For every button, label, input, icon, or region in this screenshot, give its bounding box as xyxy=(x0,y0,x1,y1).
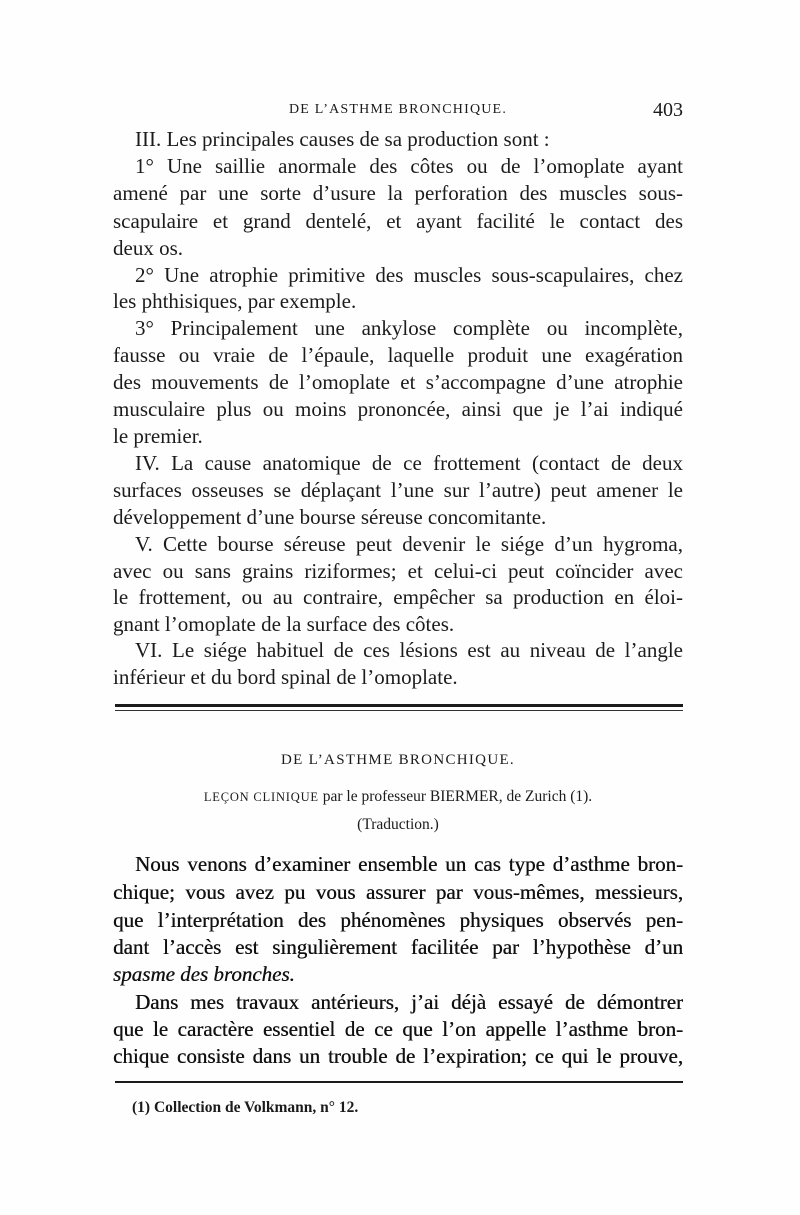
text-line: inférieur et du bord spinal de l’omoplate. xyxy=(113,665,458,689)
text-line: Dans mes travaux antérieurs, j’ai déjà essayé de démontrer xyxy=(135,990,683,1014)
text-line: V. Cette bourse séreuse peut devenir le siége d’un hygroma, xyxy=(135,532,683,556)
text-line: amené par une sorte d’usure la perforation des muscles sous- xyxy=(113,181,683,205)
text-line: 1° Une saillie anormale des côtes ou de l’omoplate ayant xyxy=(135,154,683,178)
text-line: le frottement, ou au contraire, empêcher sa production en éloi- xyxy=(113,585,683,609)
text-line: III. Les principales causes de sa production sont : xyxy=(135,127,550,151)
translation-note: (Traduction.) xyxy=(357,816,439,833)
section-rule-thin xyxy=(115,710,683,711)
text-line: scapulaire et grand dentelé, et ayant facilité le contact des xyxy=(113,209,683,233)
footnote: (1) Collection de Volkmann, n° 12. xyxy=(132,1099,359,1116)
text-line: VI. Le siége habituel de ces lésions est au niveau de l’angle xyxy=(135,638,683,662)
running-head-title: DE L’ASTHME BRONCHIQUE. xyxy=(288,102,508,117)
text-line: chique consiste dans un trouble de l’expiration; ce qui le prouve, xyxy=(113,1044,683,1068)
text-line: deux os. xyxy=(113,236,183,260)
text-line: dant l’accès est singulièrement facilitée par l’hypothèse d’un xyxy=(113,935,683,959)
text-line: avec ou sans grains riziformes; et celui-ci peut coïncider avec xyxy=(113,559,683,583)
text-line: des mouvements de l’omoplate et s’accompagne d’une atrophie xyxy=(113,370,683,394)
text-line: 2° Une atrophie primitive des muscles sous-scapulaires, chez xyxy=(135,263,683,287)
text-line: le premier. xyxy=(113,424,203,448)
text-line: spasme des bronches. xyxy=(113,962,295,986)
subtitle-lead: LEÇON CLINIQUE xyxy=(203,790,319,804)
text-line: fausse ou vraie de l’épaule, laquelle produit une exagération xyxy=(113,343,683,367)
text-line: surfaces osseuses se déplaçant l’une sur l’autre) peut amener le xyxy=(113,478,683,502)
subtitle-rest: par le professeur BIERMER, de Zurich (1). xyxy=(318,788,593,805)
text-line: que l’interprétation des phénomènes physiques observés pen- xyxy=(113,908,683,932)
text-line: Nous venons d’examiner ensemble un cas type d’asthme bron- xyxy=(135,852,683,876)
article-subtitle xyxy=(113,786,683,808)
text-line: gnant l’omoplate de la surface des côtes. xyxy=(113,612,455,636)
footnote-rule xyxy=(115,1081,683,1083)
page-number: 403 xyxy=(653,99,683,121)
text-line: chique; vous avez pu vous assurer par vous-mêmes, messieurs, xyxy=(113,880,683,904)
article-title: DE L’ASTHME BRONCHIQUE. xyxy=(281,752,515,768)
text-line: les phthisiques, par exemple. xyxy=(113,289,357,313)
text-line: 3° Principalement une ankylose complète ou incomplète, xyxy=(135,316,683,340)
section-rule-thick xyxy=(115,704,683,707)
text-line: IV. La cause anatomique de ce frottement (contact de deux xyxy=(135,451,683,475)
text-line: que le caractère essentiel de ce que l’on appelle l’asthme bron- xyxy=(113,1017,683,1041)
text-line: musculaire plus ou moins prononcée, ainsi que je l’ai indiqué xyxy=(113,397,683,421)
text-line: développement d’une bourse séreuse concomitante. xyxy=(113,505,547,529)
